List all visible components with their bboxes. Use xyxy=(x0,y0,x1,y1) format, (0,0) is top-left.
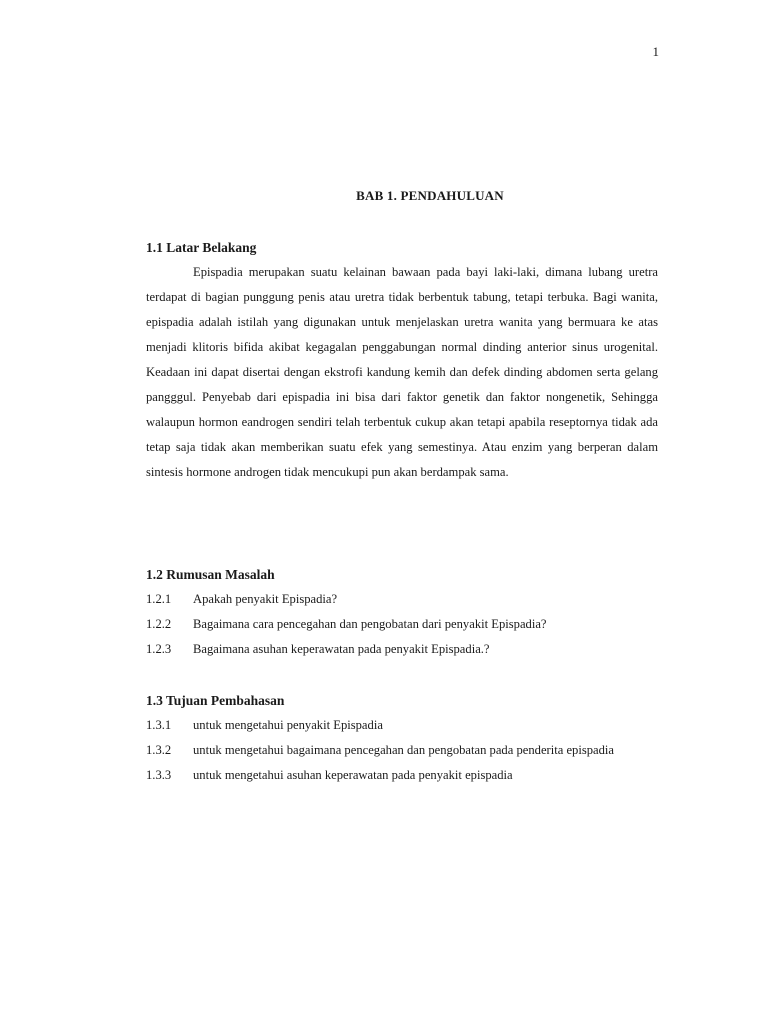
list-item xyxy=(146,713,658,738)
chapter-title: BAB 1. PENDAHULUAN xyxy=(356,188,504,203)
item-text: Bagaimana asuhan keperawatan pada penyakit Epispadia.? xyxy=(193,642,490,656)
item-text: untuk mengetahui bagaimana pencegahan dan pengobatan pada penderita epispadia xyxy=(193,743,615,757)
item-text: untuk mengetahui penyakit Epispadia xyxy=(193,718,383,732)
item-text: untuk mengetahui asuhan keperawatan pada penyakit epispadia xyxy=(193,768,513,782)
section-tujuan-pembahasan xyxy=(146,688,658,788)
item-number: 1.2.1 xyxy=(146,592,172,606)
item-text: Bagaimana cara pencegahan dan pengobatan dari penyakit Epispadia? xyxy=(193,617,547,631)
list-item xyxy=(146,763,658,788)
body-paragraph: Epispadia merupakan suatu kelainan bawaan pada bayi laki-laki, dimana lubang uretra terdapat di bagian punggung penis atau uretra tidak berbentuk tabung, tetapi terbuka. Bagi wanita, epispadia adalah istilah yang digunakan untuk menjelaskan uretra wanita yang bermuara ke atas menjadi klitoris bifida akibat kegagalan penggabungan normal dinding anterior sinus urogenital. Keadaan ini dapat disertai dengan ekstrofi kandung kemih dan defek dinding abdomen serta gelang pangggul. Penyebab dari epispadia ini bisa dari faktor genetik dan faktor nongenetik, Sehingga walaupun hormon eandrogen sendiri telah terbentuk cukup akan tetapi apabila reseptornya tidak ada tetap saja tidak akan memberikan suatu efek yang semestinya. Atau enzim yang berperan dalam sintesis hormone androgen tidak mencukupi pun akan berdampak sama. xyxy=(146,265,658,479)
item-number: 1.3.2 xyxy=(146,743,172,757)
section-rumusan-masalah xyxy=(146,562,658,662)
section-heading: 1.3 Tujuan Pembahasan xyxy=(146,693,285,708)
item-number: 1.2.3 xyxy=(146,642,172,656)
section-heading: 1.2 Rumusan Masalah xyxy=(146,567,275,582)
section-latar-belakang xyxy=(146,235,658,485)
list-item xyxy=(146,637,658,662)
list-item xyxy=(146,738,658,763)
item-number: 1.3.1 xyxy=(146,718,172,732)
page-number: 1 xyxy=(652,44,659,59)
section-heading: 1.1 Latar Belakang xyxy=(146,240,257,255)
item-text: Apakah penyakit Epispadia? xyxy=(193,592,338,606)
list-item xyxy=(146,612,658,637)
list-item xyxy=(146,587,658,612)
item-number: 1.3.3 xyxy=(146,768,172,782)
item-number: 1.2.2 xyxy=(146,617,172,631)
